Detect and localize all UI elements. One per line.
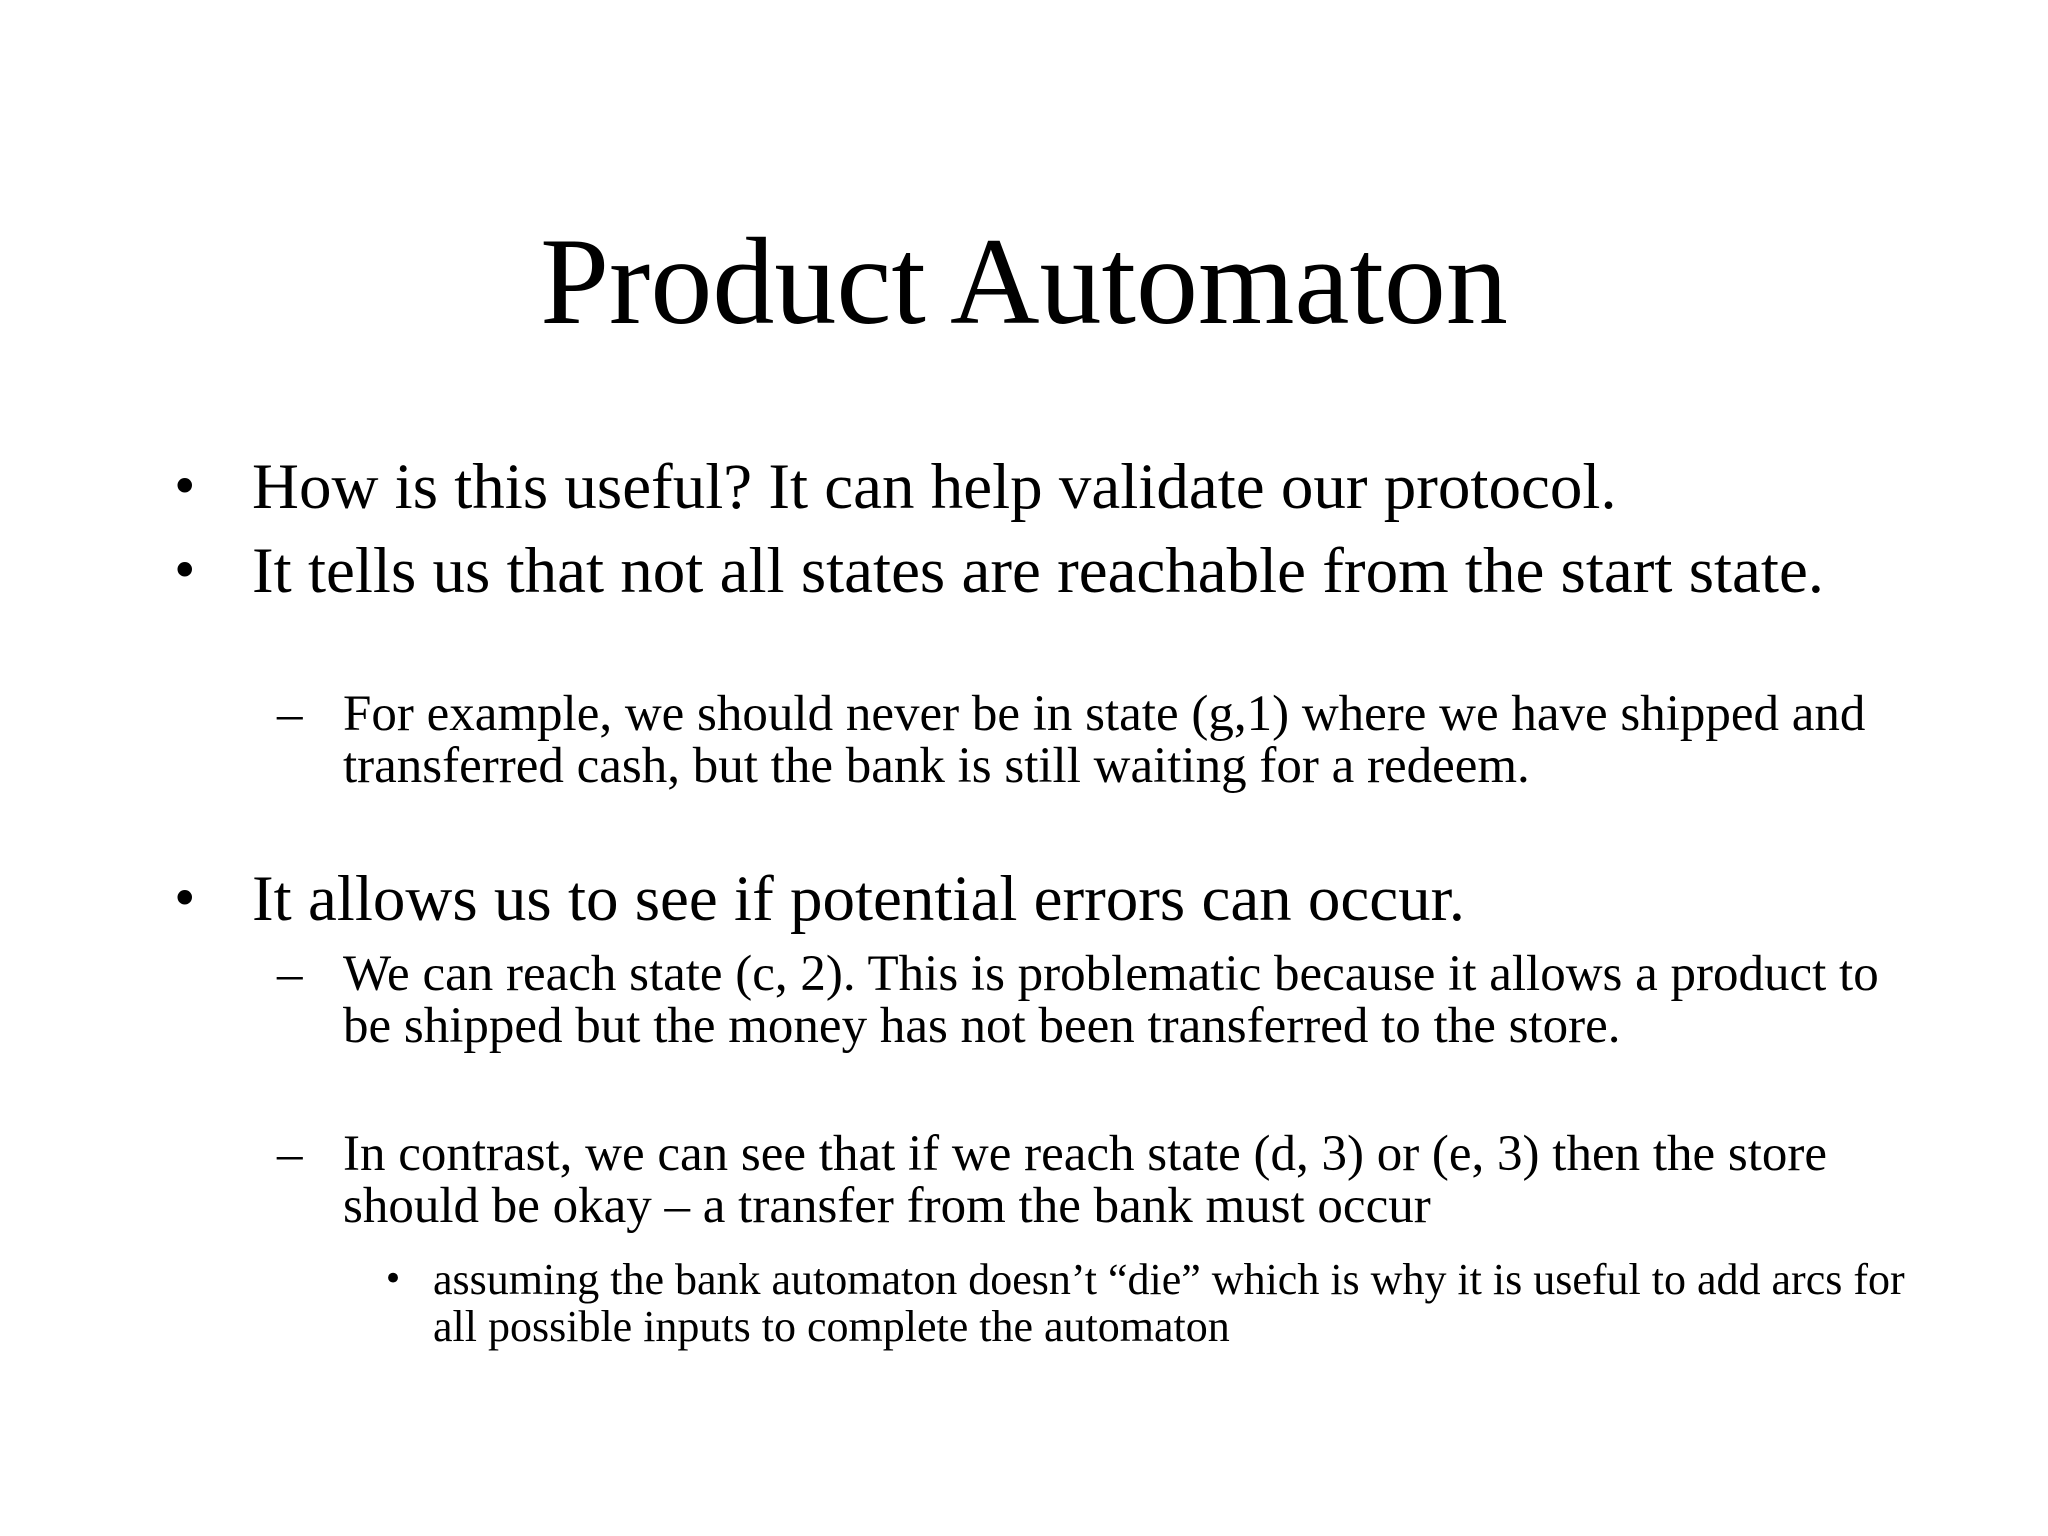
bullet-marker: •	[170, 542, 200, 600]
bullet-item	[170, 451, 1892, 523]
sub-bullet-item	[277, 686, 1903, 794]
bullet-item	[170, 863, 1892, 935]
dash-marker: –	[277, 946, 303, 1002]
bullet-marker: •	[170, 458, 200, 516]
dash-marker: –	[277, 686, 303, 742]
sub-bullet-item	[277, 1126, 1903, 1234]
sub-bullet-text: We can reach state (c, 2). This is problematic because it allows a product to be shipped but the money has not been transferred to the store.	[343, 946, 1879, 1054]
sub-bullet-text: For example, we should never be in state (g,1) where we have shipped and transferred cash, but the bank is still waiting for a redeem.	[343, 686, 1866, 794]
bullet-text: How is this useful? It can help validate our protocol.	[252, 451, 1617, 523]
dash-marker: –	[277, 1126, 303, 1182]
bullet-text: It allows us to see if potential errors can occur.	[252, 863, 1465, 935]
sub-bullet-item	[277, 946, 1903, 1054]
bullet-marker: •	[383, 1259, 404, 1299]
sub-sub-bullet-item	[383, 1255, 1913, 1351]
bullet-text: It tells us that not all states are reachable from the start state.	[252, 535, 1825, 607]
sub-sub-bullet-text: assuming the bank automaton doesn’t “die” which is why it is useful to add arcs for all possible inputs to complete the automaton	[433, 1255, 1905, 1351]
bullet-marker: •	[170, 870, 200, 928]
sub-bullet-text: In contrast, we can see that if we reach state (d, 3) or (e, 3) then the store should be okay – a transfer from the bank must occur	[343, 1126, 1828, 1234]
slide-title: Product Automaton	[540, 213, 1508, 350]
bullet-item	[170, 535, 1892, 607]
